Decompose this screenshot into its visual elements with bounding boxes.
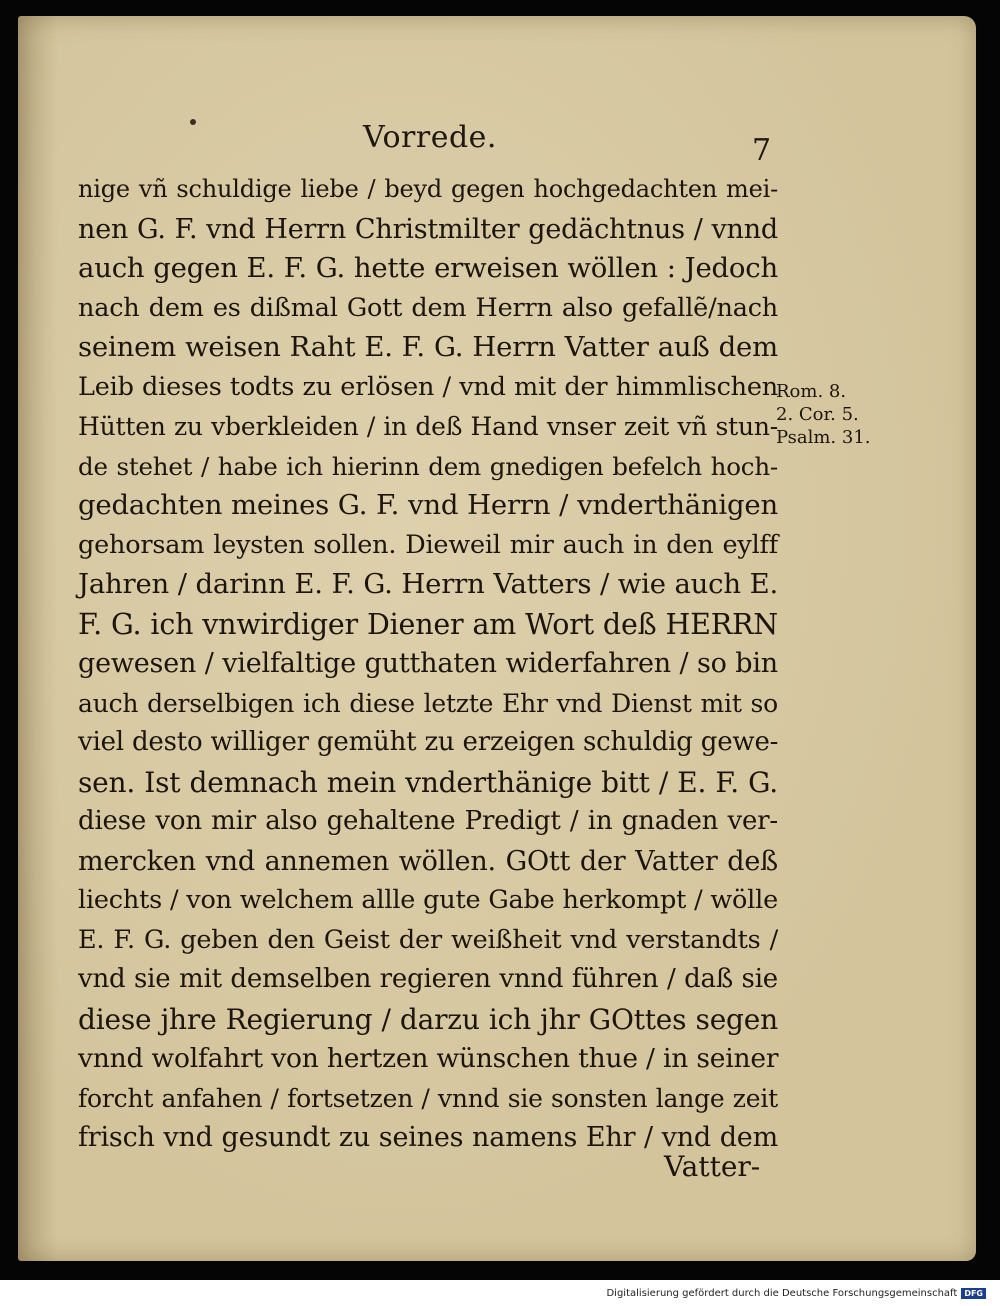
ink-speck [190, 119, 196, 125]
digitization-credit [606, 1288, 986, 1299]
text-line: E. F. G. geben den Geist der weißheit vnd verstandts / [78, 924, 778, 955]
text-line: F. G. ich vnwirdiger Diener am Wort deß HERRN [78, 607, 778, 641]
margin-note: Rom. 8. [776, 381, 847, 402]
text-line: diese von mir also gehaltene Predigt / in gnaden ver- [78, 806, 778, 836]
running-head: Vorrede. [363, 120, 497, 155]
text-line: nige vñ schuldige liebe / beyd gegen hochgedachten mei- [78, 175, 778, 203]
body-text [78, 170, 778, 1158]
text-line: vnnd wolfahrt von hertzen wünschen thue / in seiner [78, 1043, 779, 1074]
text-line: frisch vnd gesundt zu seines namens Ehr / vnd dem [78, 1122, 778, 1153]
credit-text: Digitalisierung gefördert durch die Deutsche Forschungsgemeinschaft [606, 1288, 958, 1299]
text-line: nach dem es dißmal Gott dem Herrn also gefallẽ/nach [78, 292, 778, 323]
text-line: auch derselbigen ich diese letzte Ehr vnd Dienst mit so [78, 688, 778, 718]
text-line: vnd sie mit demselben regieren vnnd führen / daß sie [78, 964, 778, 994]
dfg-logo: DFG [961, 1288, 986, 1299]
text-line: seinem weisen Raht E. F. G. Herrn Vatter auß dem [78, 331, 778, 363]
text-line: sen. Ist demnach mein vnderthänige bitt / E. F. G. [78, 765, 778, 799]
text-line: gewesen / vielfaltige gutthaten widerfahren / so bin [78, 648, 778, 679]
text-line: de stehet / habe ich hierinn dem gnedigen befelch hoch- [78, 451, 778, 481]
text-line: viel desto williger gemüht zu erzeigen schuldig gewe- [78, 727, 779, 757]
margin-note: Psalm. 31. [776, 427, 871, 448]
text-line: gedachten meines G. F. vnd Herrn / vnderthänigen [78, 489, 778, 521]
catchword: Vatter- [664, 1150, 761, 1183]
text-line: Jahren / darinn E. F. G. Herrn Vatters / wie auch E. [78, 568, 778, 600]
text-line: Leib dieses todts zu erlösen / vnd mit der himmlischen [78, 371, 778, 402]
text-line: diese jhre Regierung / darzu ich jhr GOttes segen [78, 1002, 778, 1036]
page-number: 7 [752, 133, 772, 168]
margin-references [776, 381, 886, 450]
text-line: Hütten zu vberkleiden / in deß Hand vnser zeit vñ stun- [78, 412, 778, 441]
text-line: mercken vnd annemen wöllen. GOtt der Vatter deß [78, 845, 778, 877]
text-line: gehorsam leysten sollen. Dieweil mir auch in den eylff [78, 529, 778, 560]
text-line: liechts / von welchem allle gute Gabe herkompt / wölle [78, 885, 778, 915]
text-line: forcht anfahen / fortsetzen / vnnd sie sonsten lange zeit [78, 1083, 778, 1113]
margin-note: 2. Cor. 5. [776, 404, 859, 425]
text-line: nen G. F. vnd Herrn Christmilter gedächtnus / vnnd [78, 213, 778, 245]
text-line: auch gegen E. F. G. hette erweisen wöllen : Jedoch [78, 252, 778, 284]
